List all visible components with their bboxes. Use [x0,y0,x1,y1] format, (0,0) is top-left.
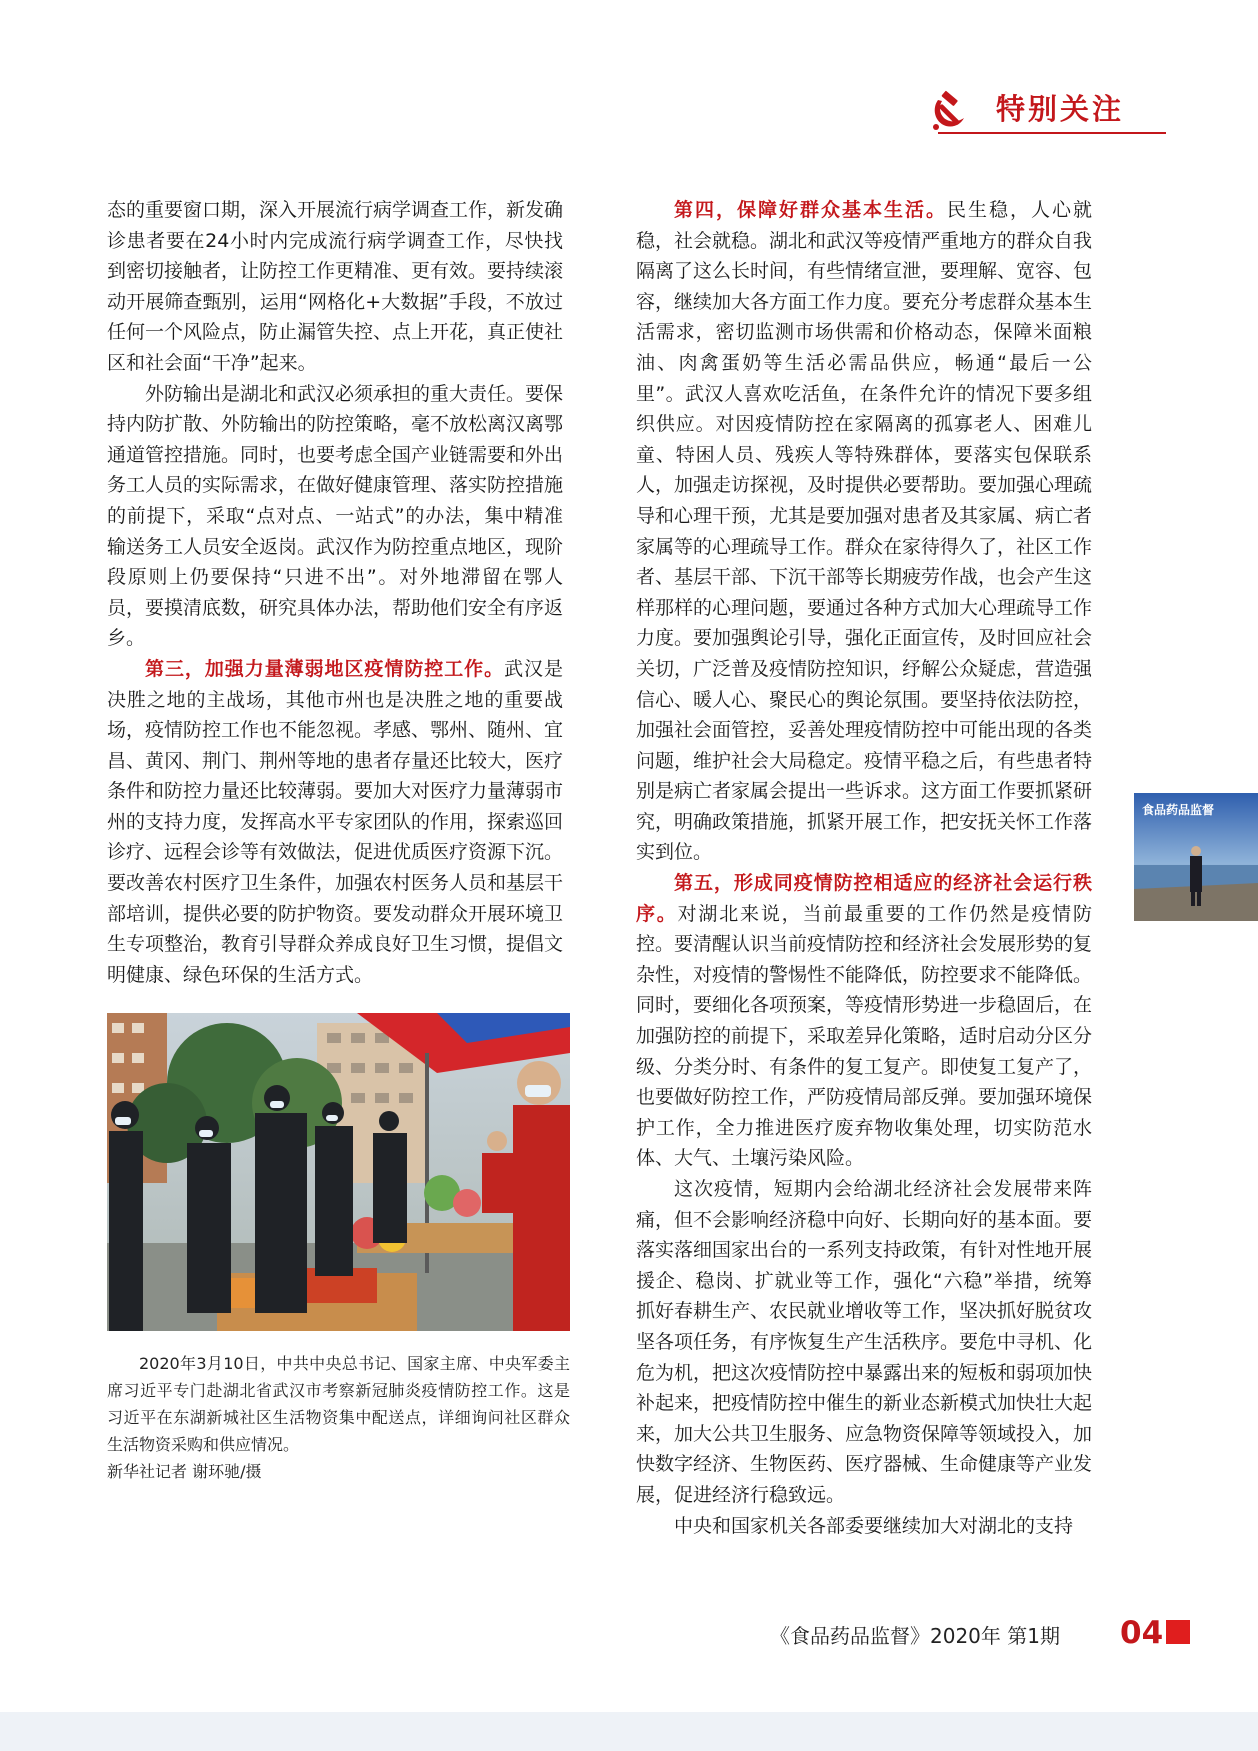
page-footer [770,1614,1190,1654]
right-paragraph-3: 这次疫情，短期内会给湖北经济社会发展带来阵痛，但不会影响经济稳中向好、长期向好的基本面。要落实落细国家出台的一系列支持政策，有针对性地开展援企、稳岗、扩就业等工作，强化“六稳”举措，统筹抓好春耕生产、农民就业增收等工作，坚决抓好脱贫攻坚各项任务，有序恢复生产生活秩序。要危中寻机、化危为机，把这次疫情防控中暴露出来的短板和弱项加快补起来，把疫情防控中催生的新业态新模式加快壮大起来，加大公共卫生服务、应急物资保障等领域投入，加快数字经济、生物医药、医疗器械、生命健康等产业发展，促进经济行稳致远。 [636,1178,1093,1506]
left-paragraph-2: 外防输出是湖北和武汉必须承担的重大责任。要保持内防扩散、外防输出的防控策略，毫不放松离汉离鄂通道管控措施。同时，也要考虑全国产业链需要和外出务工人员的实际需求，在做好健康管理、落实防控措施的前提下，采取“点对点、一站式”的办法，集中精准输送务工人员安全返岗。武汉作为防控重点地区，现阶段原则上仍要保持“只进不出”。对外地滞留在鄂人员，要摸清底数，研究具体办法，帮助他们安全有序返乡。 [107,382,564,650]
page-number: 04 [1120,1615,1164,1651]
journal-issue: 《食品药品监督》2020年 第1期 [770,1624,1060,1648]
left-paragraph-3-heading: 第三，加强力量薄弱地区疫情防控工作。 [145,657,505,680]
right-paragraph-4: 中央和国家机关各部委要继续加大对湖北的支持 [674,1514,1074,1537]
news-photo [107,1013,570,1331]
section-header [928,88,1166,134]
left-column [107,195,563,990]
thumbnail-title: 食品药品监督 [1142,803,1215,817]
photo-caption [107,1350,570,1485]
section-title: 特别关注 [996,92,1125,126]
left-paragraph-1: 态的重要窗口期，深入开展流行病学调查工作，新发确诊患者要在24小时内完成流行病学调查工作，尽快找到密切接触者，让防控工作更精准、更有效。要持续滚动开展筛查甄别，运用“网格化+大数据”手段，不放过任何一个风险点，防止漏管失控、点上开花，真正使社区和社会面“干净”起来。 [107,199,564,374]
right-paragraph-1 [636,195,1092,868]
photo-credit: 新华社记者 谢环驰/摄 [107,1462,262,1481]
header-divider [938,132,1166,134]
right-paragraph-2-body: 对湖北来说，当前最重要的工作仍然是疫情防控。要清醒认识当前疫情防控和经济社会发展形势的复杂性，对疫情的警惕性不能降低，防控要求不能降低。同时，要细化各项预案，等疫情形势进一步稳固后，在加强防控的前提下，采取差异化策略，适时启动分区分级、分类分时、有条件的复工复产。即使复工复产了，也要做好防控工作，严防疫情局部反弹。要加强环境保护工作，全力推进医疗废弃物收集处理，切实防范水体、大气、土壤污染风险。 [636,902,1093,1170]
right-paragraph-1-heading: 第四，保障好群众基本生活。 [674,199,947,221]
caption-text: 2020年3月10日，中共中央总书记、国家主席、中央军委主席习近平专门赴湖北省武汉市考察新冠肺炎疫情防控工作。这是习近平在东湖新城社区生活物资集中配送点，详细询问社区群众生活物资采购和供应情况。 [107,1354,570,1454]
journal-thumbnail[interactable] [1134,793,1258,921]
page-marker-square [1166,1620,1190,1644]
photo-illustration [107,1013,570,1331]
left-paragraph-3-body: 武汉是决胜之地的主战场，其他市州也是决胜之地的重要战场，疫情防控工作也不能忽视。孝感、鄂州、随州、宜昌、黄冈、荆门、荆州等地的患者存量还比较大，医疗条件和防控力量还比较薄弱。要加大对医疗力量薄弱市州的支持力度，发挥高水平专家团队的作用，探索巡回诊疗、远程会诊等有效做法，促进优质医疗资源下沉。要改善农村医疗卫生条件，加强农村医务人员和基层干部培训，提供必要的防护物资。要发动群众开展环境卫生专项整治，教育引导群众养成良好卫生习惯，提倡文明健康、绿色环保的生活方式。 [107,657,564,986]
hammer-sickle-icon [928,90,970,132]
right-paragraph-1-body: 民生稳，人心就稳，社会就稳。湖北和武汉等疫情严重地方的群众自我隔离了这么长时间，有些情绪宣泄，要理解、宽容、包容，继续加大各方面工作力度。要充分考虑群众基本生活需求，密切监测市场供需和价格动态，保障米面粮油、肉禽蛋奶等生活必需品供应，畅通“最后一公里”。武汉人喜欢吃活鱼，在条件允许的情况下要多组织供应。对因疫情防控在家隔离的孤寡老人、困难儿童、特困人员、残疾人等特殊群体，要落实包保联系人，加强走访探视，及时提供必要帮助。要加强心理疏导和心理干预，尤其是要加强对患者及其家属、病亡者家属等的心理疏导工作。群众在家待得久了，社区工作者、基层干部、下沉干部等长期疲劳作战，也会产生这样那样的心理问题，要通过各种方式加大心理疏导工作力度。要加强舆论引导，强化正面宣传，及时回应社会关切，广泛普及疫情防控知识，纾解公众疑虑，营造强信心、暖人心、聚民心的舆论氛围。要坚持依法防控，加强社会面管控，妥善处理疫情防控中可能出现的各类问题，维护社会大局稳定。疫情平稳之后，有些患者特别是病亡者家属会提出一些诉求。这方面工作要抓紧研究，明确政策措施，抓紧开展工作，把安抚关怀工作落实到位。 [636,199,1093,864]
right-column [636,195,1092,1541]
left-paragraph-3 [107,654,563,991]
right-paragraph-2-heading: 第五，形成同疫情防控相适应的经济社会运行秩序。 [636,872,1092,925]
right-paragraph-2 [636,868,1092,1174]
